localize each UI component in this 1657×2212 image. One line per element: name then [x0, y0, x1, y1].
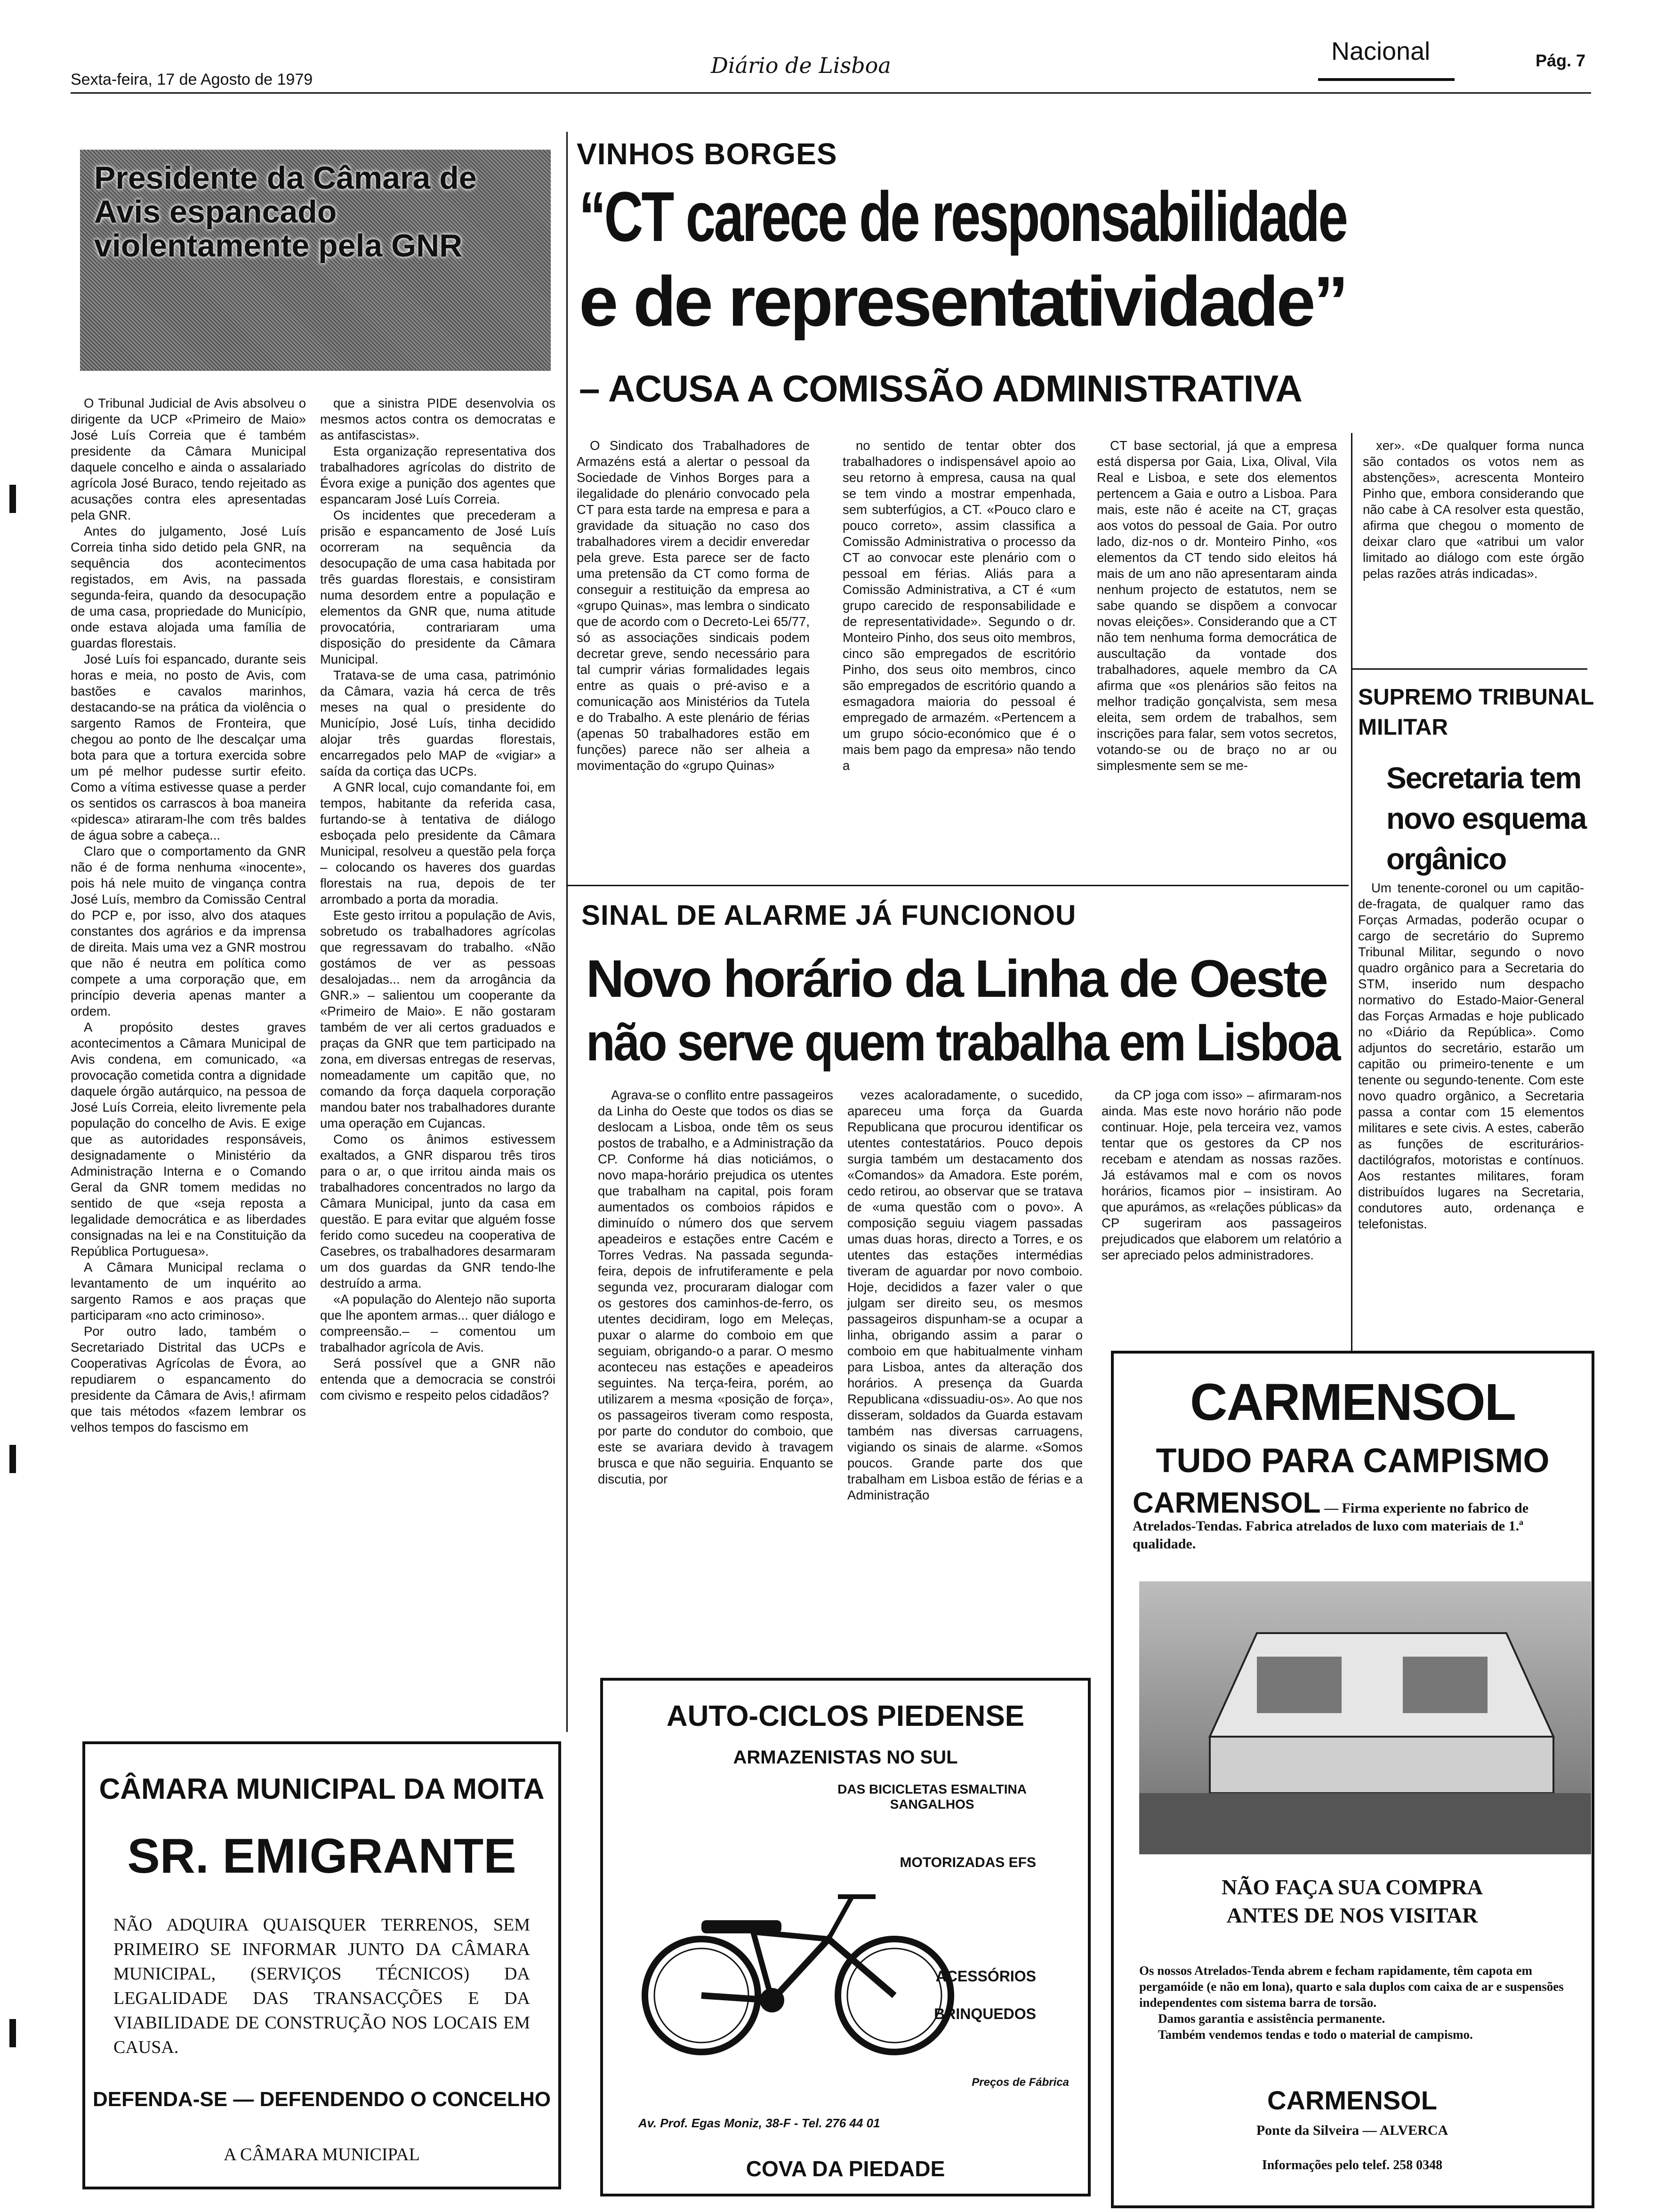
borges-column-3: [1097, 438, 1337, 774]
oeste-column-1: [598, 1087, 833, 1487]
carmensol-description: [1139, 1963, 1568, 2043]
paragraph: Tratava-se de uma casa, património da Câmara, vazia há cerca de três meses na qual o presidente do Município, José Luís, tinha decidido alojar três guardas florestais, encarregados pelo MAP de «vigiar» a saída da cortiça das UCPs.: [320, 668, 555, 778]
paragraph: «A população do Alentejo não suporta que lhe apontem armas... quer diálogo e compreensão.– – comentou um trabalhador agrícola de Avis.: [320, 1292, 555, 1354]
stm-body: [1358, 880, 1584, 1232]
oeste-headline-line-2: não serve quem trabalha em Lisboa: [586, 1013, 1339, 1072]
paragraph: da CP joga com isso» – afirmaram-nos ainda. Mas este novo horário não pode continuar. Hoje, pela terceira vez, vamos tentar que os gestores da CP nos recebam e atendam as nossas razões. Já estávamos mal e com os novos horários, ficamos pior – insistiram. Ao que apurámos, as «relações públicas» da CP sugeriram aos passageiros prejudicados que elaborem um relatório a ser apreciado pelos administradores.: [1102, 1088, 1342, 1262]
carmensol-line-1: Damos garantia e assistência permanente.: [1158, 2012, 1385, 2026]
stm-headline-line-3: orgânico: [1386, 842, 1506, 876]
margin-mark: [9, 1445, 16, 1473]
avis-column-1: [71, 395, 306, 1435]
carmensol-cta-line-1: NÃO FAÇA SUA COMPRA: [1222, 1875, 1483, 1899]
bicycle-illustration: [631, 1887, 960, 2057]
stm-headline-line-2: novo esquema: [1386, 801, 1586, 835]
piedense-title: AUTO-CICLOS PIEDENSE: [666, 1700, 1025, 1732]
paragraph: que a sinistra PIDE desenvolvia os mesmos actos contra os democratas e as antifascistas».: [320, 396, 555, 442]
margin-mark: [9, 2019, 16, 2047]
piedense-brand-1-name: DAS BICICLETAS ESMALTINA: [837, 1782, 1027, 1796]
paragraph: Como os ânimos estivessem exaltados, a GNR disparou três tiros para o ar, o que irritou ainda mais os trabalhadores concentrados no largo da Câmara Municipal, junto da casa em questão. E para evitar que alguém fosse ferido como sucedeu na cooperativa de Casebres, os trabalhadores desarmaram um dos guardas da GNR tendo-lhe destruído a arma.: [320, 1132, 555, 1290]
stm-kicker-line-2: MILITAR: [1358, 715, 1448, 740]
stm-headline-line-1: Secretaria tem: [1386, 761, 1581, 795]
oeste-column-3: [1102, 1087, 1342, 1263]
paragraph: Os incidentes que precederam a prisão e espancamento de José Luís ocorreram na sequência da desocupação de uma casa habitada por três guardas florestais, e consistiram numa desordem entre a população e elementos da GNR que, numa atitude provocatória, contrariaram uma disposição do presidente da Câmara Municipal.: [320, 508, 555, 666]
borges-kicker: VINHOS BORGES: [577, 137, 837, 171]
carmensol-title: CARMENSOL: [1190, 1373, 1515, 1431]
column-rule: [566, 132, 568, 1732]
trailer-tent-image: [1139, 1581, 1591, 1854]
stm-headline: [1386, 758, 1586, 879]
stm-kicker: [1358, 682, 1594, 743]
carmensol-cta: [1111, 1873, 1593, 1930]
piedense-subtitle: ARMAZENISTAS NO SUL: [733, 1747, 958, 1768]
avis-headline: Presidente da Câmara de Avis espancado violentamente pela GNR: [94, 160, 477, 264]
moita-ad-title: CÂMARA MUNICIPAL DA MOITA: [99, 1773, 545, 1805]
margin-mark: [9, 485, 16, 513]
borges-headline-line-2: e de representatividade”: [579, 262, 1346, 341]
paragraph: A Câmara Municipal reclama o levantamento de um inquérito ao sargento Ramos e aos praças que participaram «no acto criminoso».: [71, 1260, 306, 1322]
carmensol-line-2: Também vendemos tendas e todo o material de campismo.: [1158, 2028, 1473, 2042]
borges-subhead: – ACUSA A COMISSÃO ADMINISTRATIVA: [579, 368, 1302, 409]
issue-date: Sexta-feira, 17 de Agosto de 1979: [71, 71, 313, 88]
piedense-item-2: BRINQUEDOS: [934, 2005, 1036, 2022]
paragraph: O Sindicato dos Trabalhadores de Armazéns está a alertar o pessoal da Sociedade de Vinhos Borges para a ilegalidade do plenário convocado pela CT para esta tarde na empresa e para a gravidade da situação no caso dos trabalhadores virem a decidir enveredar pela greve. Esta parece ser de facto uma pretensão da CT como forma de conseguir a restituição da empresa ao «grupo Quinas», mas lembra o sindicato que de acordo com o Decreto-Lei 65/77, só as associações sindicais podem decretar greve, sendo necessário para tal cumprir várias formalidades legais entre as quais o pré-aviso e a comunicação aos Ministérios da Tutela e do Trabalho. A este plenário de férias (apenas 50 trabalhadores estão em funções) parece não ser alheia a movimentação do «grupo Quinas»: [577, 438, 810, 773]
column-rule: [1351, 433, 1352, 1351]
piedense-place: COVA DA PIEDADE: [746, 2156, 945, 2181]
carmensol-logo: CARMENSOL: [1267, 2085, 1437, 2115]
carmensol-brand: CARMENSOL: [1133, 1487, 1321, 1519]
carmensol-lead: [1133, 1487, 1573, 1553]
paragraph: A GNR local, cujo comandante foi, em tempos, habitante da referida casa, furtando-se à tentativa de diálogo esboçada pelo presidente da Câmara Municipal, resolveu a questão pela força – colocando os haveres dos guardas florestais na rua, depois de ter arrombado a porta da moradia.: [320, 780, 555, 906]
paragraph: Por outro lado, também o Secretariado Distrital das UCPs e Cooperativas Agrícolas de Évora, ao repudiarem o espancamento do presidente da Câmara de Avis,! afirmam que tais métodos «fazem lembrar os velhos tempos do fascismo em: [71, 1324, 306, 1435]
moita-ad-slogan: DEFENDA-SE — DEFENDENDO O CONCELHO: [93, 2088, 551, 2111]
piedense-brand-2: MOTORIZADAS EFS: [900, 1855, 1036, 1870]
carmensol-subtitle: TUDO PARA CAMPISMO: [1156, 1442, 1550, 1480]
borges-column-1: [577, 438, 810, 774]
page-number: Pág. 7: [1536, 51, 1586, 70]
paragraph: Claro que o comportamento da GNR não é de forma nenhuma «inocente», pois há nele muito de vingança contra José Luís, membro da Comissão Central do PCP e, por isso, alvo dos ataques constantes dos agrários e da imprensa de direita. Mais uma vez a GNR mostrou que não é neutra em política como compete a uma corporação que, em princípio deveria apenas manter a ordem.: [71, 844, 306, 1018]
carmensol-phone: Informações pelo telef. 258 0348: [1262, 2158, 1443, 2172]
stm-kicker-line-1: SUPREMO TRIBUNAL: [1358, 685, 1594, 710]
moita-ad: [82, 1741, 561, 2189]
carmensol-address: Ponte da Silveira — ALVERCA: [1256, 2123, 1448, 2138]
paragraph: Será possível que a GNR não entenda que a democracia se constrói com civismo e respeito pelos cidadãos?: [320, 1356, 555, 1403]
carmensol-lead-text: — Firma experiente no fabrico de Atrelados-Tendas. Fabrica atrelados de luxo com materiais de 1.ª qualidade.: [1133, 1500, 1529, 1552]
paragraph: CT base sectorial, já que a empresa está dispersa por Gaia, Lixa, Olival, Vila Real e Lisboa, e sete dos elementos pertencem a Gaia e outro a Lisboa. Para mais, este não é aceite na CT, graças aos votos do pessoal de Gaia. Por outro lado, diz-nos o dr. Monteiro Pinho, «os elementos da CT tendo sido eleitos há mais de um ano não apresentaram ainda nenhum projecto de estatutos, nem se sabe quando se dispõem a convocar novas eleições». Considerando que a CT não tem nenhuma forma democrática de auscultação da vontade dos trabalhadores, aquele membro da CA afirma que «os plenários são feitos na melhor tradição gonçalvista, sem mesa eleita, sem ordem de trabalhos, sem inscrições para falar, sem votos secretos, votando-se ou de braço no ar ou simplesmente sem se me-: [1097, 438, 1337, 773]
carmensol-desc: Os nossos Atrelados-Tenda abrem e fecham rapidamente, têm capota em pergamóide (e não em lona), quarto e sala duplos com caixa de ar e suspensões independentes com sistema barra de torsão.: [1139, 1964, 1564, 2010]
piedense-item-1: ACESSÓRIOS: [935, 1968, 1036, 1985]
paragraph: Agrava-se o conflito entre passageiros da Linha do Oeste que todos os dias se deslocam a Lisboa, onde têm os seus postos de trabalho, e a Administração da CP. Conforme há dias noticiámos, o novo mapa-horário prejudica os utentes que trabalham na capital, pois foram aumentados os comboios rápidos e diminuído o número dos que servem apeadeiros e estações entre Cacém e Torres Vedras. Na passada segunda-feira, depois de infrutiferamente e pela segunda vez, procuraram dialogar com os gestores dos caminhos-de-ferro, os utentes decidiram, logo em Meleças, puxar o alarme do comboio em que seguiam, obrigando-o a parar. O mesmo aconteceu nas estações e apeadeiros seguintes. Na terça-feira, porém, ao utilizarem a mesma «posição de força», os passageiros tiveram como resposta, por parte do condutor do comboio, que este se avariara devido à travagem brusca e que não seguiria. Enquanto se discutia, por: [598, 1088, 833, 1486]
piedense-brand-1-place: SANGALHOS: [890, 1797, 974, 1811]
borges-column-2: [843, 438, 1076, 774]
section-rule: [1318, 78, 1455, 81]
borges-headline-line-1: “CT carece de responsabilidade: [579, 177, 1347, 256]
avis-column-2: [320, 395, 555, 1403]
moita-ad-signature: A CÂMARA MUNICIPAL: [224, 2145, 420, 2164]
paragraph: O Tribunal Judicial de Avis absolveu o dirigente da UCP «Primeiro de Maio» José Luís Correia que é também presidente da Câmara Municipal daquele concelho e ainda o assalariado agrícola José Buraco, tendo rejeitado as acusações contra eles apresentadas pela GNR.: [71, 396, 306, 522]
paragraph: A propósito destes graves acontecimentos a Câmara Municipal de Avis condena, em comunicado, «a provocação cometida contra a dignidade daquele órgão autárquico, na pessoa de José Luís Correia, eleito livremente pela população do concelho de Avis. E exige que as autoridades responsáveis, designadamente o Ministério da Administração Interna e o Comando Geral da GNR tomem medidas no sentido de que «seja reposta a legalidade democrática e as liberdades consignadas na lei e na Constituição da República Portuguesa».: [71, 1020, 306, 1258]
avis-headline-photo: [80, 150, 551, 371]
moita-ad-headline: SR. EMIGRANTE: [127, 1829, 516, 1883]
camping-trailer-photo: [1139, 1581, 1591, 1854]
carmensol-cta-line-2: ANTES DE NOS VISITAR: [1226, 1903, 1478, 1927]
oeste-kicker: SINAL DE ALARME JÁ FUNCIONOU: [581, 899, 1077, 931]
paragraph: vezes acaloradamente, o sucedido, apareceu uma força da Guarda Republicana que procurou identificar os utentes contestatários. Pouco depois surgia também um destacamento dos «Comandos» da Amadora. Este porém, cedo retirou, ao observar que se tratava de «uma questão com o povo». A composição seguiu viagem passadas umas duas horas, directo a Torres, e os utentes das estações intermédias tiveram de aguardar por novo comboio. Hoje, decididos a fazer valer o que julgam ser direito seu, os mesmos passageiros dispunham-se a ocupar a linha, obrigando assim a parar o comboio em que habitualmente vinham para Lisboa, antes da alteração dos horários. A presença da Guarda Republicana «dissuadiu-os». Ao que nos disseram, soldados da Guarda estavam também nas diversas carruagens, vigiando os sinais de alarme. «Somos poucos. Grande parte dos que trabalham em Lisboa estão de férias e a Administração: [847, 1088, 1083, 1502]
moita-ad-body: NÃO ADQUIRA QUAISQUER TERRENOS, SEM PRIMEIRO SE INFORMAR JUNTO DA CÂMARA MUNICIPAL, (SERVIÇOS TÉCNICOS) DA LEGALIDADE DAS TRANSACÇÕES E DA VIABILIDADE DE CONSTRUÇÃO NOS LOCAIS EM CAUSA.: [113, 1915, 530, 2057]
piedense-address: Av. Prof. Egas Moniz, 38-F - Tel. 276 44 01: [638, 2116, 880, 2130]
section-rule: [567, 885, 1349, 886]
borges-column-4: [1363, 438, 1584, 582]
oeste-column-2: [847, 1087, 1083, 1503]
section-rule: [1352, 668, 1587, 670]
paragraph: Esta organização representativa dos trabalhadores agrícolas do distrito de Évora exige a punição dos agentes que espancaram José Luís Correia.: [320, 444, 555, 506]
paragraph: Um tenente-coronel ou um capitão-de-fragata, de qualquer ramo das Forças Armadas, poderão ocupar o cargo de secretário do Supremo Tribunal Militar, segundo o novo quadro orgânico para a Secretaria do STM, inserido num despacho normativo do Estado-Maior-General das Forças Armadas e hoje publicado no «Diário da República». Como adjuntos do secretário, estarão um capitão ou primeiro-tenente e um tenente ou segundo-tenente. Com este novo quadro orgânico, a Secretaria passa a contar com 15 elementos militares e sete civis. A estes, caberão as funções de escriturários-dactilógrafos, motoristas e contínuos. Aos restantes militares, foram distribuídos lugares na Secretaria, condutores auto, ordenança e telefonistas.: [1358, 881, 1584, 1231]
paragraph: no sentido de tentar obter dos trabalhadores o indispensável apoio ao seu retorno à empresa, causa na qual se tem vindo a mostrar empenhada, sem subterfúgios, a CT. «Pouco claro e pouco correto», assim classifica a Comissão Administrativa o processo da CT ao convocar este plenário com o pessoal em férias. Aliás para a Comissão Administrativa, a CT é «um grupo carecido de responsabilidade e de representatividade». Segundo o dr. Monteiro Pinho, dos seus oito membros, cinco são empregados de escritório Pinho, dos seus oito membros, cinco são empregados de escritório quando a esmagadora maioria do pessoal é empregado de armazém. «Pertencem a um grupo sócio-económico que é o mais bem pago da empresa» não tendo a: [843, 438, 1076, 773]
paragraph: Este gesto irritou a população de Avis, sobretudo os trabalhadores agrícolas que regressavam do trabalho. «Não gostámos de ver as pessoas desalojadas... nem da arrogância da GNR.» – salientou um cooperante da «Primeiro de Maio». E não gostaram também de ver ali certos graduados e praças da GNR que tem participado na zona, em diversas entregas de reservas, nomeadamente um capitão que, no comando da força daquela corporação mandou bater nos trabalhadores durante uma operação em Cujancas.: [320, 908, 555, 1130]
masthead: Diário de Lisboa: [711, 53, 891, 78]
paragraph: xer». «De qualquer forma nunca são contados os votos nem as abstenções», acrescenta Monteiro Pinho que, embora considerando que não cabe à CA resolver esta questão, afirma que chegou o momento de deixar claro que «atribui um valor limitado ao diálogo com este órgão pelas razões atrás indicadas».: [1363, 438, 1584, 581]
piedense-prices: Preços de Fábrica: [972, 2076, 1069, 2089]
paragraph: Antes do julgamento, José Luís Correia tinha sido detido pela GNR, na sequência dos acontecimentos registados, em Avis, na passada segunda-feira, quando da desocupação de uma casa, propriedade do Município, onde estava alojada uma família de guardas florestais.: [71, 524, 306, 650]
header-rule: [71, 92, 1591, 94]
section-name: Nacional: [1331, 37, 1431, 65]
oeste-headline-line-1: Novo horário da Linha de Oeste: [586, 949, 1327, 1008]
piedense-brand-1: [837, 1782, 1027, 1812]
paragraph: José Luís foi espancado, durante seis horas e meia, no posto de Avis, com bastões e cavalos marinhos, destacando-se na prática da violência o sargento Ramos de Fronteira, que chegou ao ponto de lhe descalçar uma bota para que a tortura exercida sobre um pé melhor pudesse surtir efeito. Como a vítima estivesse quase a perder os sentidos os carrascos à boa maneira «pidesca» atiraram-lhe com três baldes de água sobre a cabeça...: [71, 652, 306, 842]
